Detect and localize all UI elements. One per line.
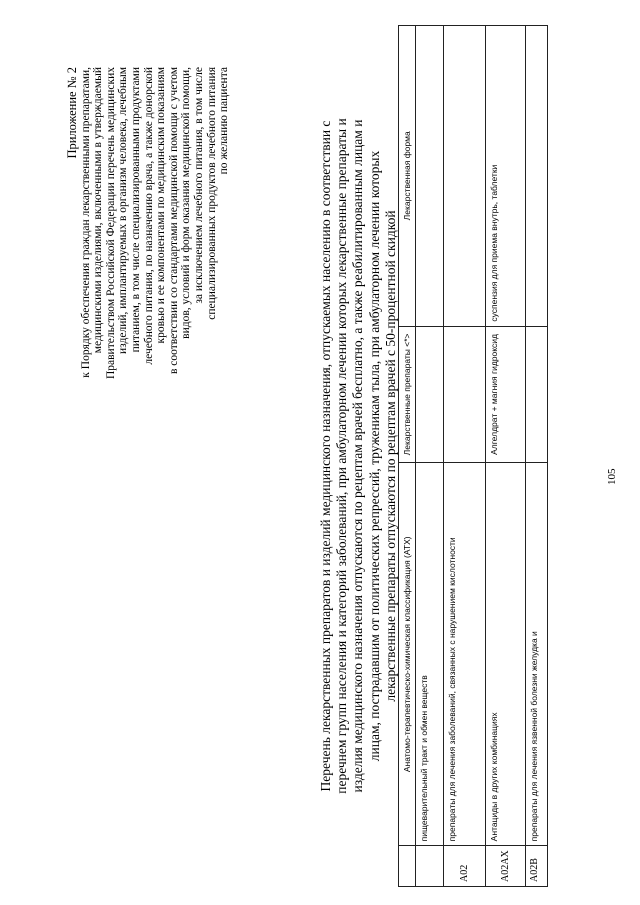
table-row [416,26,444,887]
appendix-line: медицинскими изделиями, включенными в утверждаемый [92,67,105,354]
cell-atc: Антациды в других комбинациях [486,463,526,846]
appendix-line: питанием, в том числе специализированными продуктами [129,67,142,353]
appendix-line: к Порядку обеспечения граждан лекарственными препаратами, [79,67,92,378]
appendix-line: Правительством Российской Федерации перечень медицинских [104,67,117,380]
appendix-line: в соответствии со стандартами медицинской помощи с учетом [167,67,180,375]
cell-drug [526,326,548,463]
cell-drug: Алгелдрат + магния гидроксид [486,326,526,463]
header-code [399,846,416,887]
appendix-line: лечебного питания, по назначению врача, а также донорской [142,67,155,365]
header-drug: Лекарственные препараты <*> [399,326,416,463]
cell-atc: препараты для лечения заболеваний, связанных с нарушением кислотности [444,463,486,846]
heading-line: Перечень лекарственных препаратов и изделий медицинского назначения, отпускаемых населению в соответствии с [318,120,333,792]
appendix-title: Приложение № 2 [65,67,79,159]
table-row [486,26,526,887]
cell-drug [416,326,444,463]
header-form: Лекарственная форма [399,26,416,327]
appendix-line: за исключением лечебного питания, в том числе [192,67,205,304]
drug-list-table [398,25,548,887]
heading-line: лицам, пострадавшим от политических репрессий, труженикам тыла, при амбулаторном лечении которых [366,150,382,762]
cell-code [416,846,444,887]
header-atc: Анатомо-терапевтическо-химическая классификация (АТХ) [399,463,416,846]
cell-code: A02 [444,846,486,887]
cell-form: суспензия для приема внутрь, таблетки [486,26,526,327]
heading-line: изделия медицинского назначения отпускаются по рецептам врачей бесплатно, а также реабилитированным лицам и [350,119,366,793]
table-header-row [399,26,416,887]
cell-drug [444,326,486,463]
appendix-line: по желанию пациента [218,67,231,175]
heading-line: лекарственные препараты отпускаются по рецептам врачей с 50-процентной скидкой [382,210,398,702]
cell-form [444,26,486,327]
appendix-line: специализированных продуктов лечебного питания [205,67,218,320]
cell-atc: препараты для лечения язвенной болезни желудка и [526,463,548,846]
appendix-line: кровью и ее компонентами по медицинским показаниям [155,67,168,344]
appendix-header [66,67,231,407]
cell-code: A02B [526,846,548,887]
table-row [444,26,486,887]
cell-code: A02AX [486,846,526,887]
table-row [526,26,548,887]
page-number: 105 [606,468,618,485]
cell-form [526,26,548,327]
cell-atc: пищеварительный тракт и обмен веществ [416,463,444,846]
appendix-line: изделий, имплантируемых в организм человека, лечебным [117,67,130,354]
heading-line: перечнем групп населения и категорий заболеваний, при амбулаторном лечении которых лекарственные препараты и [334,118,350,794]
document-heading [318,31,399,881]
cell-form [416,26,444,327]
appendix-line: видов, условий и форм оказания медицинской помощи, [180,67,193,339]
